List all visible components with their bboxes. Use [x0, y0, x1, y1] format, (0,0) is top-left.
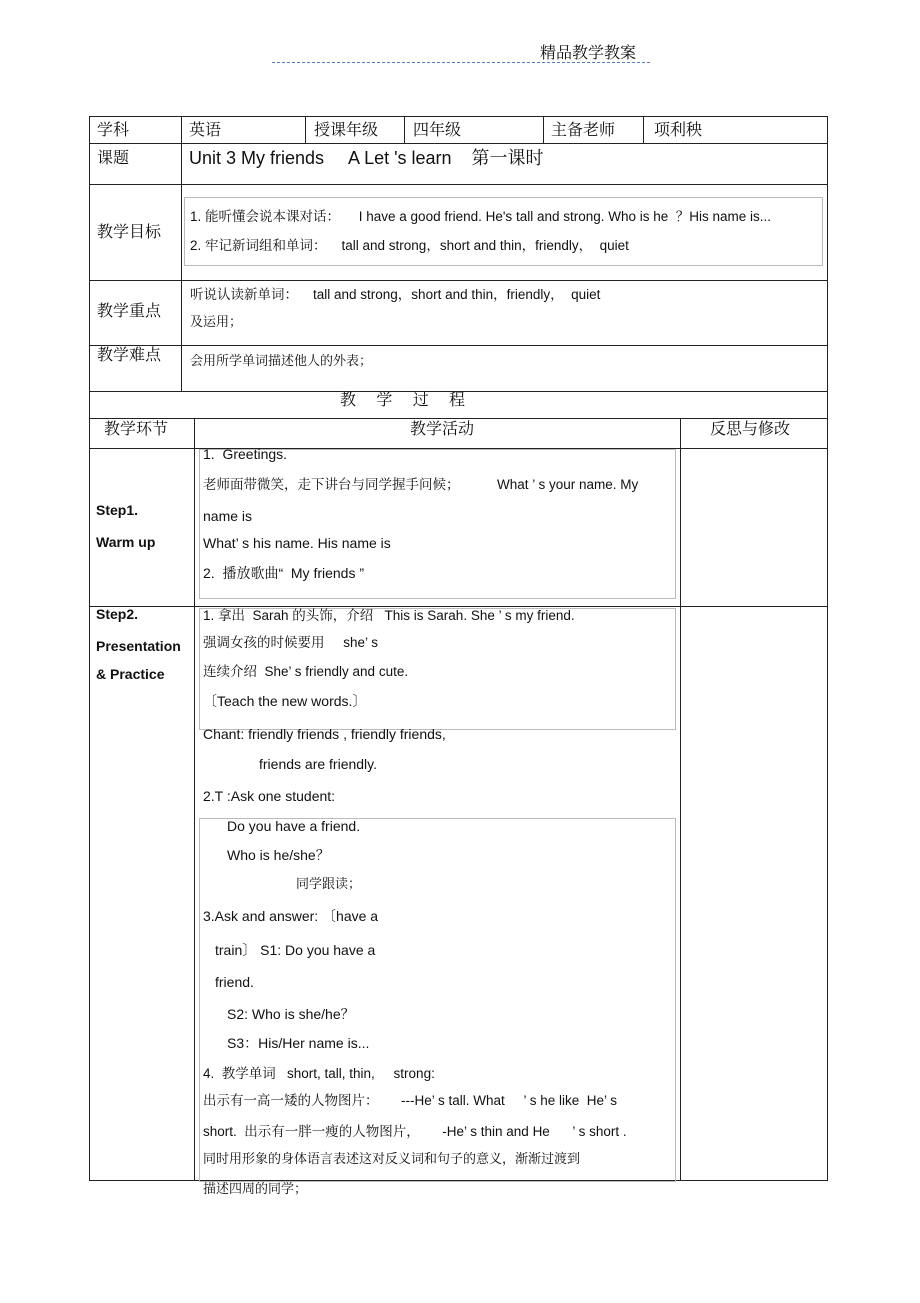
table-divider: [89, 345, 828, 346]
step2-line: 1. 拿出 Sarah 的头饰，介绍 This is Sarah. She ’ s my friend.: [203, 608, 575, 623]
column-header-activity: 教学活动: [410, 419, 475, 438]
objective-line-2: 2. 牢记新词组和单词： tall and strong，short and thin，friendly， quiet: [190, 238, 629, 253]
grade-value: 四年级: [413, 120, 462, 139]
table-divider: [643, 116, 644, 143]
process-title: 教 学 过 程: [340, 390, 466, 409]
step2-line: 2.T :Ask one student:: [203, 788, 336, 804]
step2-line: short. 出示有一胖一瘦的人物图片， -He’ s thin and He ’ s short .: [203, 1124, 627, 1139]
step2-line: Do you have a friend.: [227, 818, 361, 834]
table-divider: [194, 418, 195, 1180]
step2-line: 连续介绍 She’ s friendly and cute.: [203, 664, 409, 679]
step1-line: 1. Greetings.: [203, 446, 288, 462]
grade-label: 授课年级: [314, 120, 379, 139]
table-divider: [404, 116, 405, 143]
step1-line: What’ s his name. His name is: [203, 535, 391, 551]
table-divider: [181, 116, 182, 391]
step2-line: 描述四周的同学；: [203, 1182, 308, 1197]
step2-line: 强调女孩的时候要用 she’ s: [203, 635, 379, 650]
step1-label-line2: Warm up: [96, 534, 156, 550]
step2-label-line3: & Practice: [96, 666, 165, 682]
column-header-stage: 教学环节: [104, 419, 169, 438]
step2-label-line2: Presentation: [96, 638, 181, 654]
table-border-right: [827, 116, 828, 1180]
step2-line: 出示有一高一矮的人物图片： ---He’ s tall. What ’ s he like He’ s: [203, 1093, 618, 1108]
step2-line: 同学跟读；: [296, 877, 362, 892]
key-points-line-1: 听说认读新单词： tall and strong，short and thin，friendly， quiet: [190, 287, 601, 302]
teacher-value: 项利秧: [654, 120, 703, 139]
step2-line: Chant: friendly friends , friendly friends,: [203, 726, 446, 742]
step2-line: 〔Teach the new words.〕: [203, 693, 367, 709]
step1-label-line1: Step1.: [96, 502, 139, 518]
step2-line: friends are friendly.: [259, 756, 378, 772]
step1-line: 2. 播放歌曲“ My friends ”: [203, 565, 365, 581]
table-divider: [543, 116, 544, 143]
step2-label-line1: Step2.: [96, 606, 139, 622]
step2-line: train〕 S1: Do you have a: [215, 942, 376, 958]
page-header-title: 精品教学教案: [540, 43, 637, 62]
step1-line: 老师面带微笑，走下讲台与同学握手问候； What ’ s your name. My: [203, 477, 639, 492]
objective-line-1: 1. 能听懂会说本课对话： I have a good friend. He's tall and strong. Who is he ？His name is...: [190, 209, 772, 224]
subject-label: 学科: [97, 120, 130, 139]
subject-value: 英语: [189, 120, 222, 139]
table-divider: [680, 418, 681, 1180]
key-points-line-2: 及运用；: [190, 315, 243, 330]
key-points-label: 教学重点: [97, 301, 162, 320]
step2-line: 3.Ask and answer: 〔have a: [203, 908, 379, 924]
header-divider: [272, 62, 650, 63]
step2-line: S3：His/Her name is...: [227, 1035, 370, 1051]
step1-line: name is: [203, 508, 253, 524]
step2-line: 4. 教学单词 short, tall, thin, strong:: [203, 1066, 435, 1081]
table-divider: [89, 280, 828, 281]
teacher-label: 主备老师: [551, 120, 616, 139]
step2-line: S2: Who is she/he？: [227, 1006, 355, 1022]
step2-line: 同时用形象的身体语言表述这对反义词和句子的意义，渐渐过渡到: [203, 1152, 581, 1167]
table-border-left: [89, 116, 90, 1180]
step2-line: friend.: [215, 974, 254, 990]
difficulty-label: 教学难点: [97, 345, 162, 364]
table-divider: [89, 184, 828, 185]
table-divider: [305, 116, 306, 143]
topic-value: Unit 3 My friends A Let 's learn 第一课时: [189, 148, 544, 168]
objectives-label: 教学目标: [97, 222, 162, 241]
column-header-reflection: 反思与修改: [710, 419, 791, 438]
topic-label: 课题: [97, 148, 130, 167]
step2-line: Who is he/she？: [227, 847, 330, 863]
difficulty-text: 会用所学单词描述他人的外表；: [190, 354, 373, 369]
